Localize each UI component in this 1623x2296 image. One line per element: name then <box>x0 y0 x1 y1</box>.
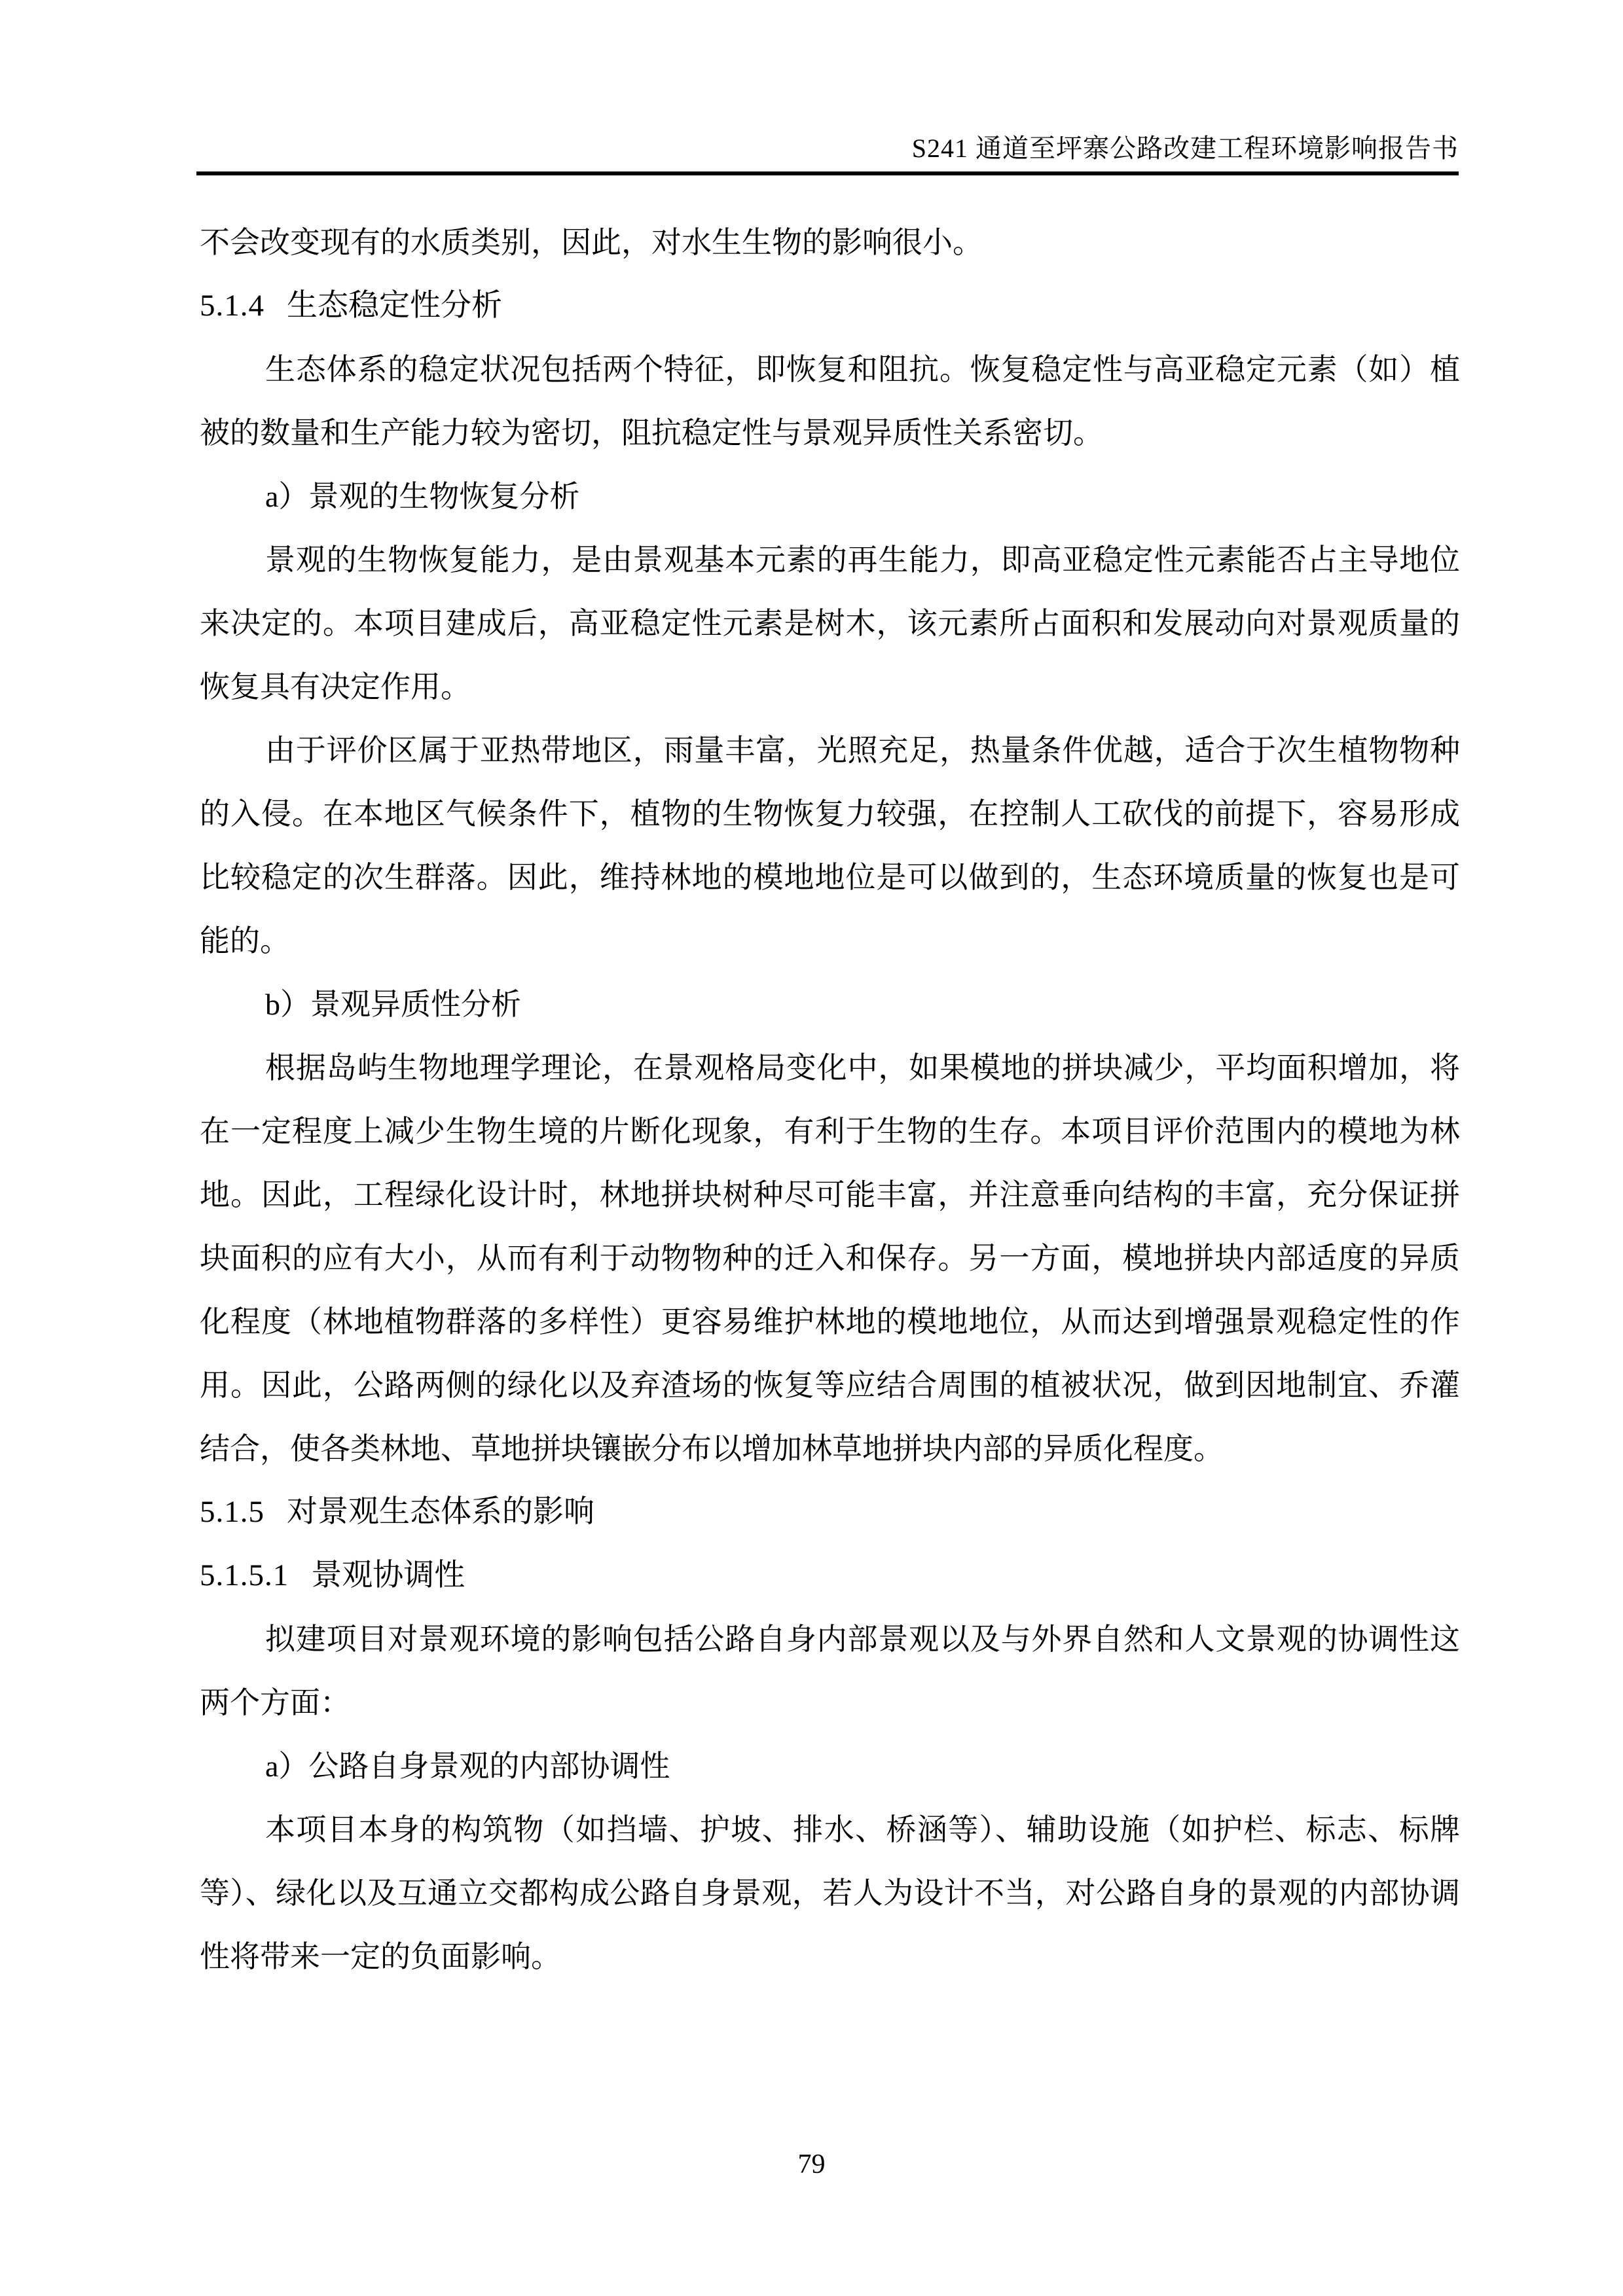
section-number: 5.1.5.1 <box>200 1558 289 1592</box>
paragraph-island-biogeography: 根据岛屿生物地理学理论，在景观格局变化中，如果模地的拼块减少，平均面积增加，将在一定程度上减少生物生境的片断化现象，有利于生物的生存。本项目评价范围内的模地为林地。因此，工程绿化设计时，林地拼块树种尽可能丰富，并注意垂向结构的丰富，充分保证拼块面积的应有大小，从而有利于动物物种的迁入和保存。另一方面，模地拼块内部适度的异质化程度（林地植物群落的多样性）更容易维护林地的模地地位，从而达到增强景观稳定性的作用。因此，公路两侧的绿化以及弃渣场的恢复等应结合周围的植被状况，做到因地制宜、乔灌结合，使各类林地、草地拼块镶嵌分布以增加林草地拼块内部的异质化程度。 <box>200 1051 1460 1465</box>
paragraph-road-structures: 本项目本身的构筑物（如挡墙、护坡、排水、桥涵等）、辅助设施（如护栏、标志、标牌等）、绿化以及互通立交都构成公路自身景观，若人为设计不当，对公路自身的景观的内部协调性将带来一定的负面影响。 <box>200 1813 1460 1973</box>
list-item-a-bio-recovery: a）景观的生物恢复分析 <box>265 480 580 513</box>
paragraph-stability-features: 生态体系的稳定状况包括两个特征，即恢复和阻抗。恢复稳定性与高亚稳定元素（如）植被的数量和生产能力较为密切，阻抗稳定性与景观异质性关系密切。 <box>200 353 1460 450</box>
running-header-title: S241 通道至坪寨公路改建工程环境影响报告书 <box>911 134 1459 163</box>
section-number: 5.1.4 <box>200 289 264 323</box>
section-title: 对景观生态体系的影响 <box>287 1495 594 1529</box>
section-title: 景观协调性 <box>311 1558 465 1592</box>
page-number: 79 <box>797 2149 826 2179</box>
document-body <box>200 211 1460 1988</box>
list-item-a-internal-coordination: a）公路自身景观的内部协调性 <box>265 1749 670 1783</box>
section-heading-5-1-5 <box>200 1480 1460 1544</box>
paragraph-landscape-impact-scope: 拟建项目对景观环境的影响包括公路自身内部景观以及与外界自然和人文景观的协调性这两个方面： <box>200 1623 1460 1719</box>
section-title: 生态稳定性分析 <box>287 289 502 323</box>
header-rule <box>196 171 1459 175</box>
paragraph-bio-recovery-ability: 景观的生物恢复能力，是由景观基本元素的再生能力，即高亚稳定性元素能否占主导地位来决定的。本项目建成后，高亚稳定性元素是树木，该元素所占面积和发展动向对景观质量的恢复具有决定作用。 <box>200 543 1460 704</box>
paragraph-water-quality: 不会改变现有的水质类别，因此，对水生生物的影响很小。 <box>200 226 983 259</box>
section-heading-5-1-4 <box>200 274 1460 338</box>
paragraph-subtropical-climate: 由于评价区属于亚热带地区，雨量丰富，光照充足，热量条件优越，适合于次生植物物种的入侵。在本地区气候条件下，植物的生物恢复力较强，在控制人工砍伐的前提下，容易形成比较稳定的次生群落。因此，维持林地的模地地位是可以做到的，生态环境质量的恢复也是可能的。 <box>200 734 1460 958</box>
section-number: 5.1.5 <box>200 1495 264 1529</box>
list-item-b-heterogeneity: b）景观异质性分析 <box>265 988 521 1021</box>
section-heading-5-1-5-1 <box>200 1544 1460 1607</box>
